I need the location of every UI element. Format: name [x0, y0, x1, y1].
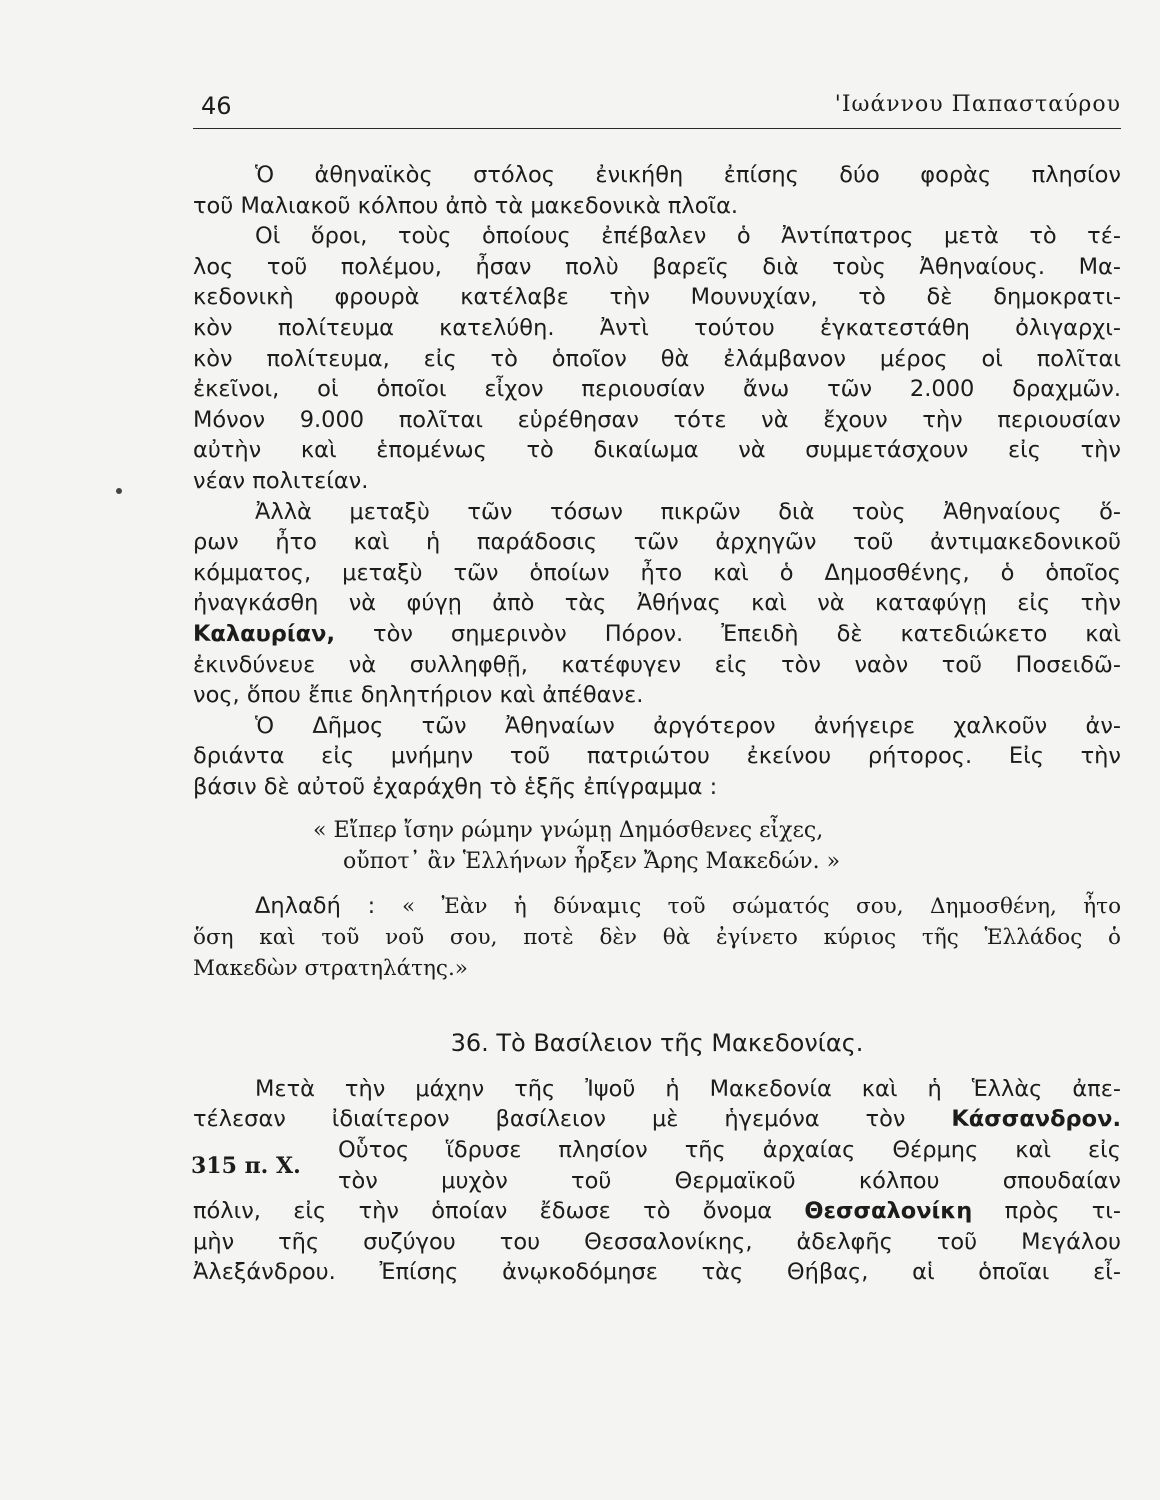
- text-line: κὸν πολίτευμα, εἰς τὸ ὁποῖον θὰ ἐλάμβανον μέρος οἱ πολῖται: [193, 345, 1121, 372]
- text-line: Καλαυρίαν, τὸν σημερινὸν Πόρον. Ἐπειδὴ δὲ κατεδιώκετο καὶ: [193, 620, 1122, 647]
- text-line: Ὁ Δῆμος τῶν Ἀθηναίων ἀργότερον ἀνήγειρε χαλκοῦν ἀν-: [255, 712, 1121, 739]
- bold-name: Κάσσανδρον.: [951, 1106, 1121, 1133]
- text-line: Οἱ ὅροι, τοὺς ὁποίους ἐπέβαλεν ὁ Ἀντίπατρος μετὰ τὸ τέ-: [255, 223, 1121, 250]
- text-line: Μόνον 9.000 πολῖται εὑρέθησαν τότε νὰ ἔχουν τὴν περιουσίαν: [193, 406, 1121, 433]
- text-line: ἐκεῖνοι, οἱ ὁποῖοι εἶχον περιουσίαν ἄνω τῶν 2.000 δραχμῶν.: [193, 376, 1121, 403]
- margin-date: 315 π. Χ.: [191, 1153, 301, 1180]
- text-line: τὸν μυχὸν τοῦ Θερμαϊκοῦ κόλπου σπουδαίαν: [338, 1167, 1121, 1194]
- text-line: κὸν πολίτευμα κατελύθη. Ἀντὶ τούτου ἐγκατεστάθη ὀλιγαρχι-: [193, 314, 1121, 341]
- paragraph-4: [193, 711, 1121, 803]
- quote-line: « Εἴπερ ἴσην ρώμην γνώμῃ Δημόσθενες εἶχες,: [313, 818, 824, 844]
- text-line: αὐτὴν καὶ ἑπομένως τὸ δικαίωμα νὰ συμμετάσχουν εἰς τὴν: [193, 437, 1121, 464]
- paragraph-2: [193, 221, 1121, 496]
- margin-note-block: [193, 1135, 1121, 1196]
- text-line: μὴν τῆς συζύγου του Θεσσαλονίκης, ἀδελφῆς τοῦ Μεγάλου: [193, 1228, 1121, 1255]
- text-line: τοῦ Μαλιακοῦ κόλπου ἀπὸ τὰ μακεδονικὰ πλοῖα.: [193, 192, 739, 219]
- body-text: [193, 160, 1121, 1288]
- paragraph-1: [193, 160, 1121, 221]
- text-line: τέλεσαν ἰδιαίτερον βασίλειον μὲ ἡγεμόνα τὸν Κάσσανδρον.: [193, 1106, 1121, 1133]
- text-line: κόμματος, μεταξὺ τῶν ὁποίων ἦτο καὶ ὁ Δημοσθένης, ὁ ὁποῖος: [193, 559, 1121, 586]
- text-line: ἠναγκάσθη νὰ φύγῃ ἀπὸ τὰς Ἀθήνας καὶ νὰ καταφύγῃ εἰς τὴν: [193, 590, 1121, 617]
- text-line: λος τοῦ πολέμου, ἦσαν πολὺ βαρεῖς διὰ τοὺς Ἀθηναίους. Μα-: [193, 253, 1121, 280]
- bold-place-name: Καλαυρίαν,: [193, 620, 335, 647]
- running-head: 'Ιωάννου Παπασταύρου: [834, 92, 1121, 117]
- epigram-quote: [193, 815, 1121, 877]
- text-line: ἐκινδύνευε νὰ συλληφθῇ, κατέφυγεν εἰς τὸν ναὸν τοῦ Ποσειδῶ-: [193, 651, 1121, 678]
- text-line: νος, ὅπου ἔπιε δηλητήριον καὶ ἀπέθανε.: [193, 682, 644, 709]
- page-number: 46: [201, 92, 232, 120]
- text-line: Μακεδὼν στρατηλάτης.»: [193, 955, 468, 981]
- text-line: Ὁ ἀθηναϊκὸς στόλος ἐνικήθη ἐπίσης δύο φορὰς πλησίον: [255, 162, 1121, 188]
- text-line: δριάντα εἰς μνήμην τοῦ πατριώτου ἐκείνου ρήτορος. Εἰς τὴν: [193, 743, 1121, 770]
- text-line: Δηλαδή : « Ἐὰν ἡ δύναμις τοῦ σώματός σου, Δημοσθένη, ἦτο: [255, 893, 1122, 920]
- text-line: Οὗτος ἵδρυσε πλησίον τῆς ἀρχαίας Θέρμης καὶ εἰς: [338, 1137, 1121, 1164]
- translation-label: Δηλαδή :: [255, 893, 376, 920]
- text-line: νέαν πολιτείαν.: [193, 467, 369, 494]
- text-line: ὅση καὶ τοῦ νοῦ σου, ποτὲ δὲν θὰ ἐγίνετο κύριος τῆς Ἑλλάδος ὁ: [193, 925, 1121, 951]
- text-line: πόλιν, εἰς τὴν ὁποίαν ἔδωσε τὸ ὄνομα Θεσσαλονίκη πρὸς τι-: [193, 1198, 1121, 1225]
- text-line: βάσιν δὲ αὐτοῦ ἐχαράχθη τὸ ἑξῆς ἐπίγραμμα :: [193, 773, 718, 800]
- section-heading: 36. Τὸ Βασίλειον τῆς Μακεδονίας.: [450, 1029, 864, 1058]
- epigram-translation: [193, 891, 1121, 984]
- section-paragraph: [193, 1074, 1121, 1288]
- margin-dot: [116, 488, 122, 494]
- text-line: Ἀλεξάνδρου. Ἐπίσης ἀνῳκοδόμησε τὰς Θήβας, αἱ ὁποῖαι εἶ-: [193, 1259, 1121, 1286]
- text-line: Ἀλλὰ μεταξὺ τῶν τόσων πικρῶν διὰ τοὺς Ἀθηναίους ὅ-: [255, 498, 1121, 525]
- text-line: Μετὰ τὴν μάχην τῆς Ἰψοῦ ἡ Μακεδονία καὶ ἡ Ἑλλὰς ἀπε-: [255, 1075, 1121, 1102]
- quote-line: οὔποτ᾽ ἂν Ἑλλήνων ἦρξεν Ἄρης Μακεδών. »: [343, 849, 841, 875]
- text-line: κεδονικὴ φρουρὰ κατέλαβε τὴν Μουνυχίαν, τὸ δὲ δημοκρατι-: [193, 284, 1121, 311]
- text-line: ρων ἦτο καὶ ἡ παράδοσις τῶν ἀρχηγῶν τοῦ ἀντιμακεδονικοῦ: [193, 529, 1121, 556]
- page-header: [193, 92, 1121, 129]
- paragraph-3: [193, 497, 1121, 711]
- bold-city-name: Θεσσαλονίκη: [804, 1198, 973, 1225]
